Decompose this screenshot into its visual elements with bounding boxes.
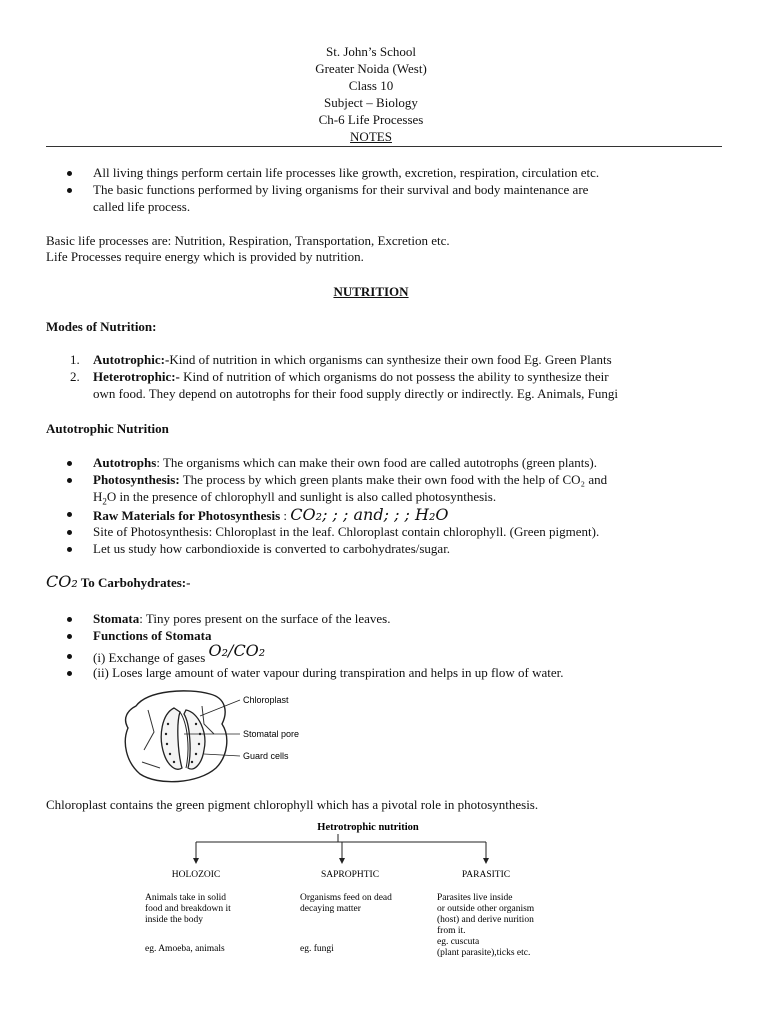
autotrophic-label: Autotrophic:- [93, 352, 170, 367]
bullet-dot [67, 671, 72, 676]
bullet-dot [67, 188, 72, 193]
stomata-item [93, 611, 391, 627]
autotrophs-text: : The organisms which can make their own food are called autotrophs (green plants). [156, 455, 598, 470]
stomata-function-1 [93, 641, 266, 666]
bullet-dot [67, 547, 72, 552]
header-divider [46, 146, 722, 147]
chart-title: Hetrotrophic nutrition [317, 822, 419, 833]
stomata-function-2: (ii) Loses large amount of water vapour during transpiration and helps in up flow of water. [93, 665, 564, 680]
branch-saprophtic-name: SAPROPHTIC [320, 870, 380, 880]
parasitic-example: eg. cuscuta [437, 937, 480, 947]
stomata-diagram [118, 684, 348, 790]
notes-title: NOTES [350, 129, 392, 144]
chapter-label: Ch-6 Life Processes [318, 112, 424, 127]
mode-number-1: 1. [70, 352, 80, 367]
co2-heading-text: To Carbohydrates:- [77, 575, 191, 590]
subscript-2: 2 [102, 496, 107, 507]
heterotrophic-label: Heterotrophic:- [93, 369, 180, 384]
parasitic-line-1: Parasites live inside [437, 893, 513, 903]
chloroplast-label: Chloroplast [243, 695, 289, 705]
nutrition-heading: NUTRITION [333, 284, 409, 299]
saprophtic-line-1: Organisms feed on dead [300, 893, 392, 903]
site-photosynthesis-item: Site of Photosynthesis: Chloroplast in the leaf. Chloroplast contain chlorophyll. (Green pigment). [93, 524, 600, 539]
guard-cells-label: Guard cells [243, 751, 289, 761]
heterotrophic-text: Kind of nutrition of which organisms do not possess the ability to synthesize their [179, 369, 609, 384]
photosynthesis-item [93, 472, 607, 488]
co2-formula: CO₂ [46, 572, 78, 591]
holozoic-line-3: inside the body [145, 915, 204, 925]
bullet-dot [67, 171, 72, 176]
subject-label: Subject – Biology [324, 95, 418, 110]
co2-heading [46, 572, 190, 591]
functions-stomata-label: Functions of Stomata [93, 628, 212, 643]
school-name: St. John’s School [326, 44, 416, 59]
bullet-dot [67, 512, 72, 517]
intro-bullet-2-cont: called life process. [93, 199, 191, 214]
study-co2-item: Let us study how carbondioxide is converted to carbohydrates/sugar. [93, 541, 451, 556]
mode-autotrophic [93, 352, 612, 368]
raw-materials-item [93, 505, 449, 524]
school-location: Greater Noida (West) [315, 61, 427, 76]
intro-bullet-1: All living things perform certain life processes like growth, excretion, respiration, circulation etc. [93, 165, 600, 180]
mode-number-2: 2. [70, 369, 80, 384]
saprophtic-line-2: decaying matter [300, 904, 361, 914]
parasitic-line-3: (host) and derive nurition [437, 915, 534, 925]
bullet-dot [67, 634, 72, 639]
photosynthesis-text: The process by which green plants make their own food with the help of CO₂ and [179, 472, 608, 487]
branch-holozoic-name: HOLOZOIC [171, 870, 221, 880]
holozoic-line-2: food and breakdown it [145, 904, 231, 914]
branch-arrowheads [193, 858, 489, 864]
raw-materials-formula: CO₂; ; ; and; ; ; H₂O [290, 505, 449, 524]
energy-line: Life Processes require energy which is provided by nutrition. [46, 249, 364, 264]
bullet-dot [67, 461, 72, 466]
basic-processes-line: Basic life processes are: Nutrition, Respiration, Transportation, Excretion etc. [46, 233, 450, 248]
raw-materials-label: Raw Materials for Photosynthesis [93, 508, 281, 523]
photosynthesis-text-cont [93, 489, 496, 507]
autotrophs-item [93, 455, 597, 471]
heterotrophic-chart [140, 816, 560, 976]
bullet-dot [67, 530, 72, 535]
stomatal-pore-label: Stomatal pore [243, 729, 300, 739]
bullet-dot [67, 478, 72, 483]
chloroplast-line: Chloroplast contains the green pigment chlorophyll which has a pivotal role in photosynthesis. [46, 797, 539, 812]
autotrophs-label: Autotrophs [93, 455, 157, 470]
class-label: Class 10 [348, 78, 394, 93]
heterotrophic-text-cont: own food. They depend on autotrophs for their food supply directly or indirectly. Eg. Animals, Fungi [93, 386, 618, 401]
parasitic-line-2: or outside other organism [437, 904, 535, 914]
parasitic-example-2: (plant parasite),ticks etc. [437, 948, 531, 958]
bullet-dot [67, 617, 72, 622]
saprophtic-example: eg. fungi [300, 944, 334, 954]
autotrophic-text: Kind of nutrition in which organisms can synthesize their own food Eg. Green Plants [169, 352, 612, 367]
holozoic-line-1: Animals take in solid [145, 893, 227, 903]
bullet-dot [67, 654, 72, 659]
guard-pointer [204, 754, 240, 756]
branch-parasitic-name: PARASITIC [461, 870, 511, 880]
holozoic-example: eg. Amoeba, animals [145, 944, 225, 954]
modes-heading: Modes of Nutrition: [46, 319, 157, 334]
gases-formula: O₂/CO₂ [208, 641, 266, 660]
stomata-label: Stomata [93, 611, 140, 626]
parasitic-line-4: from it. [437, 926, 466, 936]
h-symbol: H [93, 489, 103, 504]
mode-heterotrophic [93, 369, 609, 385]
stomata-text: : Tiny pores present on the surface of the leaves. [139, 611, 391, 626]
chloroplast-pointer [200, 700, 240, 716]
photosynthesis-label: Photosynthesis: [93, 472, 180, 487]
intro-bullet-2: The basic functions performed by living organisms for their survival and body maintenance are [93, 182, 589, 197]
function-1-text: (i) Exchange of gases [93, 650, 209, 665]
photosynthesis-text-end: O in the presence of chlorophyll and sunlight is also called photosynthesis. [106, 489, 497, 504]
raw-materials-sep: : [280, 508, 291, 523]
autotrophic-heading: Autotrophic Nutrition [46, 421, 169, 436]
guard-cell-left [161, 708, 182, 769]
